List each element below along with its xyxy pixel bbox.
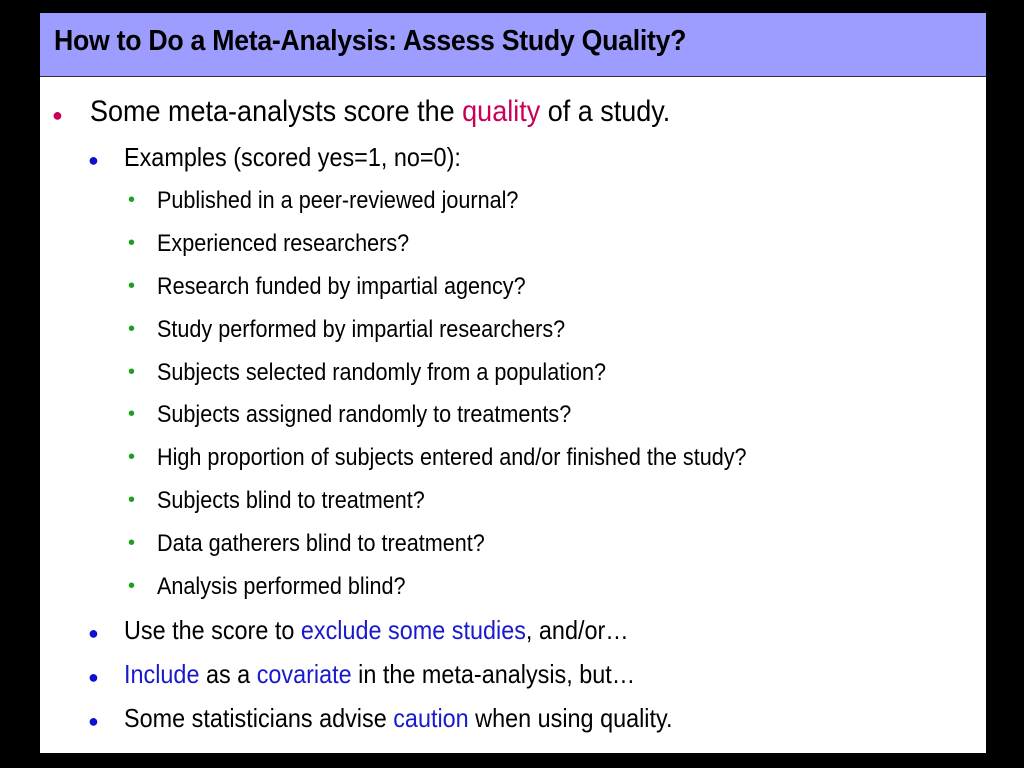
sub-item: Subjects selected randomly from a population? [157, 359, 607, 386]
emphasis-covariate: covariate [256, 659, 352, 689]
text: Some statisticians advise [124, 703, 394, 733]
sub-item: Research funded by impartial agency? [157, 273, 526, 300]
emphasis-include: Include [124, 659, 200, 689]
bullet-icon: ● [88, 711, 99, 731]
bullet-icon: ● [88, 150, 99, 170]
text: when using quality. [468, 703, 673, 733]
sub-item: Published in a peer-reviewed journal? [157, 187, 519, 214]
include-point [124, 659, 635, 690]
bullet-icon: ● [88, 667, 99, 687]
bullet-icon: • [128, 361, 136, 383]
bullet-icon: ● [88, 623, 99, 643]
emphasis-exclude: exclude some studies [300, 615, 526, 645]
sub-item: High proportion of subjects entered and/or finished the study? [157, 444, 747, 471]
bullet-icon: • [128, 232, 136, 254]
slide [40, 13, 986, 753]
bullet-icon: • [128, 318, 136, 340]
text: as a [199, 659, 257, 689]
sub-item: Subjects blind to treatment? [157, 487, 425, 514]
sub-item: Subjects assigned randomly to treatments? [157, 401, 572, 428]
sub-item: Analysis performed blind? [157, 573, 406, 600]
bullet-icon: • [128, 275, 136, 297]
bullet-icon: • [128, 489, 136, 511]
text: Use the score to [124, 615, 301, 645]
text: of a study. [540, 95, 671, 128]
slide-title: How to Do a Meta-Analysis: Assess Study Quality? [54, 25, 687, 57]
text: in the meta-analysis, but… [351, 659, 636, 689]
emphasis-caution: caution [393, 703, 469, 733]
sub-item: Experienced researchers? [157, 230, 410, 257]
bullet-icon: ● [52, 105, 63, 125]
bullet-icon: • [128, 403, 136, 425]
emphasis-quality: quality [462, 95, 541, 128]
sub-item: Data gatherers blind to treatment? [157, 530, 485, 557]
use-score-point [124, 615, 629, 646]
main-point [90, 95, 670, 129]
title-bar [40, 13, 986, 77]
examples-point: Examples (scored yes=1, no=0): [124, 142, 461, 172]
bullet-icon: • [128, 575, 136, 597]
bullet-icon: • [128, 189, 136, 211]
caution-point [124, 703, 672, 734]
bullet-icon: • [128, 446, 136, 468]
bullet-icon: • [128, 532, 136, 554]
text: , and/or… [525, 615, 629, 645]
sub-item: Study performed by impartial researchers? [157, 316, 566, 343]
text: Some meta-analysts score the [90, 95, 463, 128]
